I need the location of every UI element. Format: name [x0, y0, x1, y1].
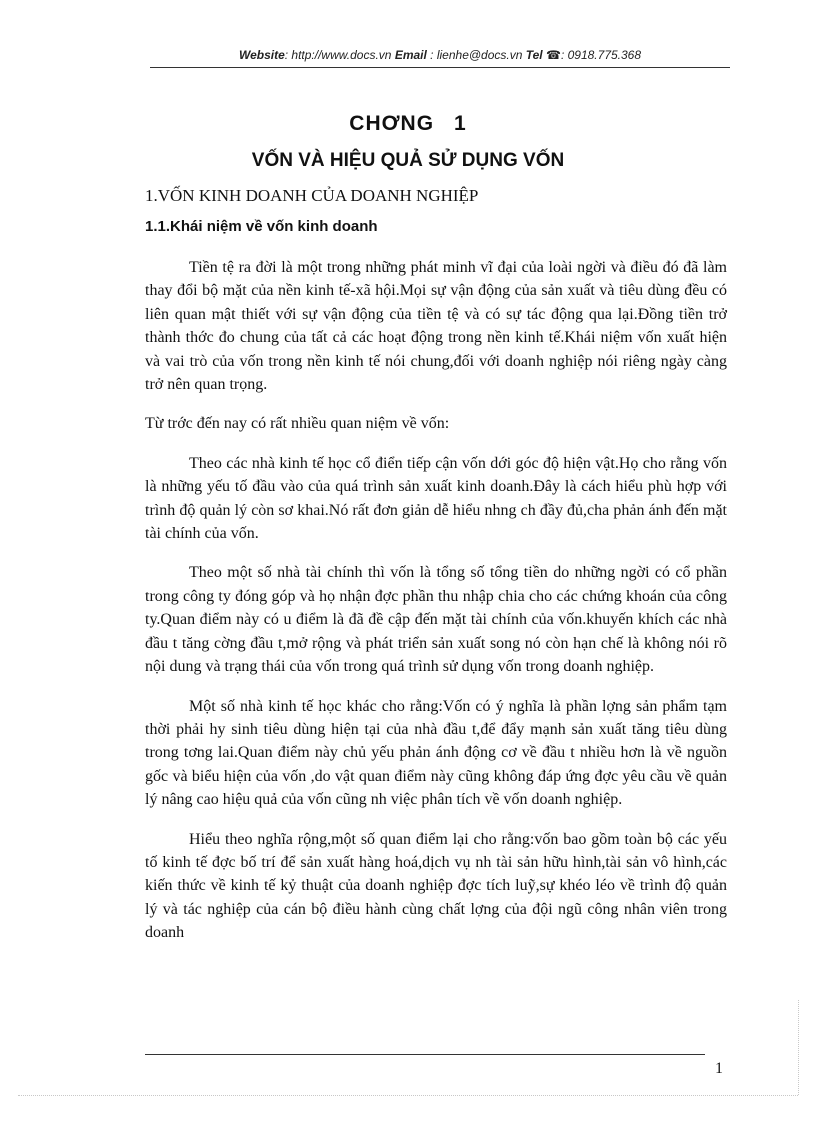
paragraph: Theo các nhà kinh tế học cổ điển tiếp cận vốn dới góc độ hiện vật.Họ cho rằng vốn là những yếu tố đầu vào của quá trình sản xuất kinh doanh.Đây là cách hiểu phù hợp với trình độ quản lý còn sơ khai.Nó rất đơn giản dễ hiểu nhng ch đầy đủ,cha phản ánh đến mặt tài chính của vốn.: [145, 454, 727, 543]
tel-label: Tel: [525, 48, 543, 62]
subsection-heading: 1.1.Khái niệm về vốn kinh doanh: [145, 218, 378, 235]
paragraph: Từ trớc đến nay có rất nhiều quan niệm về vốn:: [145, 415, 450, 433]
chapter-title: VỐN VÀ HIỆU QUẢ SỬ DỤNG VỐN: [251, 150, 565, 171]
email-value: : lienhe@docs.vn: [430, 48, 523, 62]
website-value: : http://www.docs.vn: [284, 48, 392, 62]
paragraph: Một số nhà kinh tế học khác cho rằng:Vốn có ý nghĩa là phần lợng sản phẩm tạm thời phải hy sinh tiêu dùng hiện tại của nhà đầu t,để đẩy mạnh sản xuất tăng tiêu dùng trong tơng lai.Quan điểm này chủ yếu phản ánh động cơ về đầu t nhiều hơn là về nguồn gốc và biểu hiện của vốn ,do vật quan điểm này cũng không đáp ứng đợc yêu cầu về quản lý nâng cao hiệu quả của vốn cũng nh việc phân tích về vốn doanh nghiệp.: [145, 697, 727, 809]
chapter-word: CHƠNG: [349, 112, 435, 135]
page-border-bottom: [18, 1095, 798, 1096]
page-border-right: [798, 1000, 799, 1095]
page-header: [150, 48, 730, 62]
chapter-number: 1: [454, 112, 467, 135]
paragraph: Hiểu theo nghĩa rộng,một số quan điểm lại cho rằng:vốn bao gồm toàn bộ các yếu tố kinh tế đợc bố trí để sản xuất hàng hoá,dịch vụ nh tài sản hữu hình,tài sản vô hình,các kiến thức về kinh tế kỷ thuật của doanh nghiệp đợc tích luỹ,sự khéo léo về trình độ quản lý và tác nghiệp của cán bộ điều hành cùng chất lợng của đội ngũ công nhân viên trong doanh: [145, 830, 727, 942]
website-label: Website: [238, 48, 285, 62]
paragraph: Theo một số nhà tài chính thì vốn là tổng số tổng tiền do những ngời có cổ phần trong công ty đóng góp và họ nhận đợc phần thu nhập chia cho các chứng khoán của công ty.Quan điểm này có u điểm là đã đề cập đến mặt tài chính của vốn.khuyến khích các nhà đầu t tăng cờng đầu t,mở rộng và phát triển sản xuất song nó còn hạn chế là không nói rõ nội dung và trạng thái của vốn trong quá trình sử dụng vốn trong doanh nghiệp.: [145, 564, 727, 676]
section-heading: 1.VỐN KINH DOANH CỦA DOANH NGHIỆP: [145, 186, 479, 205]
header-divider: [150, 67, 730, 68]
tel-value: ☎: 0918.775.368: [546, 48, 642, 62]
email-label: Email: [394, 48, 427, 62]
chapter-heading: [0, 112, 816, 136]
page-number: 1: [715, 1060, 723, 1077]
body-text: [145, 256, 727, 961]
paragraph: Tiền tệ ra đời là một trong những phát minh vĩ đại của loài ngời và điều đó đã làm thay đổi bộ mặt của nền kinh tế-xã hội.Mọi sự vận động của sản xuất và tiêu dùng đều có liên quan mật thiết với sự vận động của tiền tệ và có sự tác động qua lại.Đồng tiền trở thành thớc đo chung của tất cả các hoạt động trong nền kinh tế.Khái niệm vốn xuất hiện và vai trò của vốn trong nền kinh tế nói chung,đối với doanh nghiệp nói riêng ngày càng trở nên quan trọng.: [145, 259, 727, 394]
footer-divider: [145, 1054, 705, 1055]
